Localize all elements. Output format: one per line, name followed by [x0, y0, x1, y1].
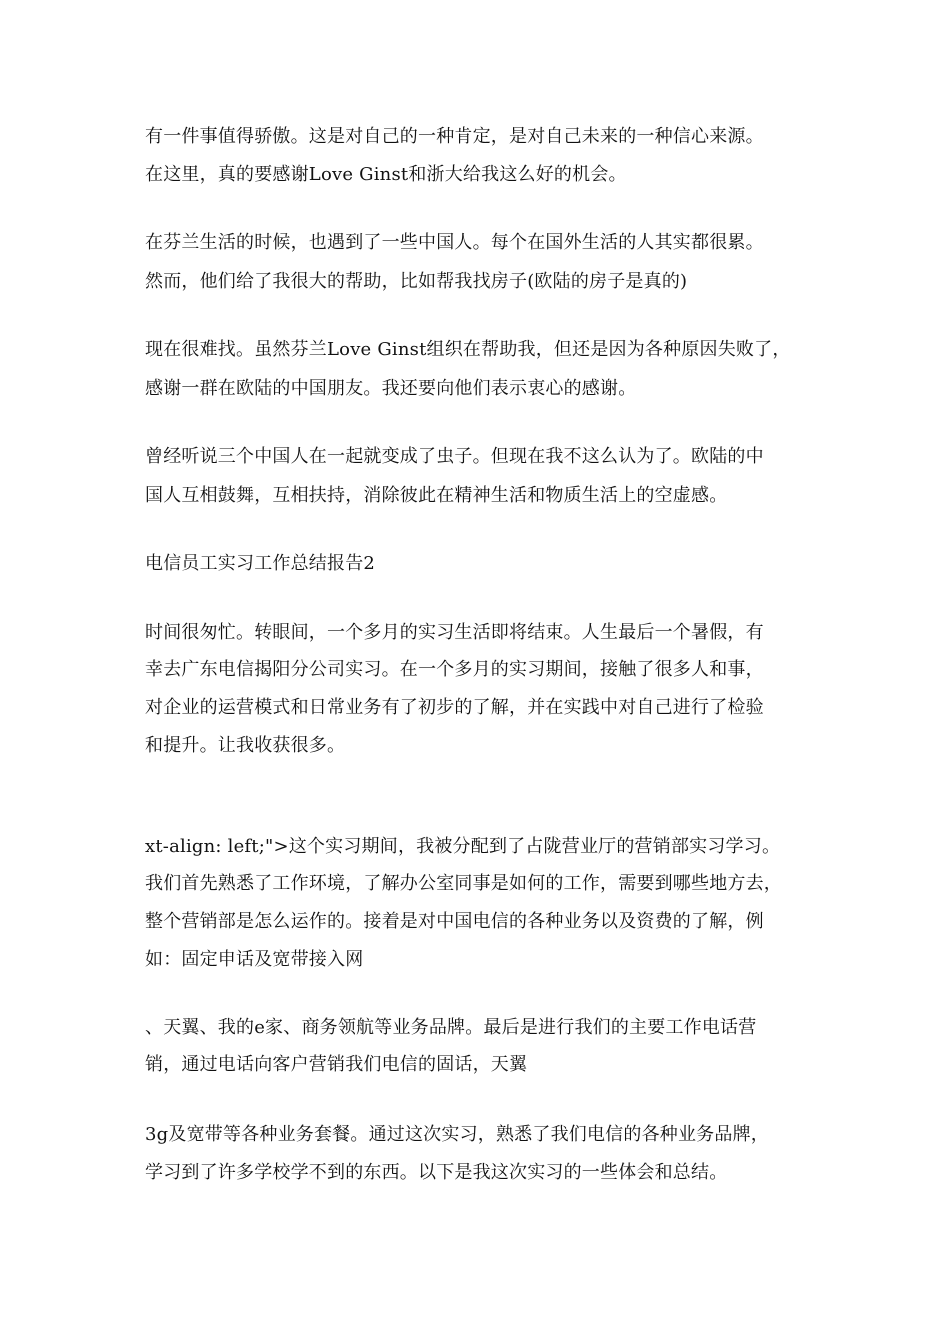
text-line: 国人互相鼓舞，互相扶持，消除彼此在精神生活和物质生活上的空虚感。 — [145, 485, 728, 506]
text-line: 我们首先熟悉了工作环境，了解办公室同事是如何的工作，需要到哪些地方去， — [145, 873, 782, 894]
text-line: 然而，他们给了我很大的帮助，比如帮我找房子(欧陆的房子是真的) — [145, 271, 688, 292]
text-line: 现在很难找。虽然芬兰Love Ginst组织在帮助我，但还是因为各种原因失败了， — [145, 339, 791, 360]
text-line: 对企业的运营模式和日常业务有了初步的了解，并在实践中对自己进行了检验 — [145, 697, 764, 718]
text-line: 在芬兰生活的时候，也遇到了一些中国人。每个在国外生活的人其实都很累。 — [145, 232, 764, 253]
section-heading: 电信员工实习工作总结报告2 — [145, 553, 376, 574]
text-line: 时间很匆忙。转眼间，一个多月的实习生活即将结束。人生最后一个暑假，有 — [145, 622, 764, 643]
text-line: 在这里，真的要感谢Love Ginst和浙大给我这么好的机会。 — [145, 164, 627, 185]
text-line: 学习到了许多学校学不到的东西。以下是我这次实习的一些体会和总结。 — [145, 1162, 728, 1183]
text-line: 感谢一群在欧陆的中国朋友。我还要向他们表示衷心的感谢。 — [145, 378, 637, 399]
text-line: xt-align: left;">这个实习期间，我被分配到了占陇营业厅的营销部实习学习。 — [145, 836, 781, 857]
text-line: 如：固定申话及宽带接入网 — [145, 949, 364, 970]
text-line: 有一件事值得骄傲。这是对自己的一种肯定，是对自己未来的一种信心来源。 — [145, 126, 764, 147]
text-line: 曾经听说三个中国人在一起就变成了虫子。但现在我不这么认为了。欧陆的中 — [145, 446, 764, 467]
text-line: 3g及宽带等各种业务套餐。通过这次实习，熟悉了我们电信的各种业务品牌， — [145, 1124, 769, 1145]
text-line: 、天翼、我的e家、商务领航等业务品牌。最后是进行我们的主要工作电话营 — [145, 1017, 757, 1038]
text-line: 整个营销部是怎么运作的。接着是对中国电信的各种业务以及资费的了解，例 — [145, 911, 764, 932]
text-line: 销，通过电话向客户营销我们电信的固话，天翼 — [145, 1054, 528, 1075]
text-line: 幸去广东电信揭阳分公司实习。在一个多月的实习期间，接触了很多人和事， — [145, 659, 764, 680]
text-line: 和提升。让我收获很多。 — [145, 735, 346, 756]
